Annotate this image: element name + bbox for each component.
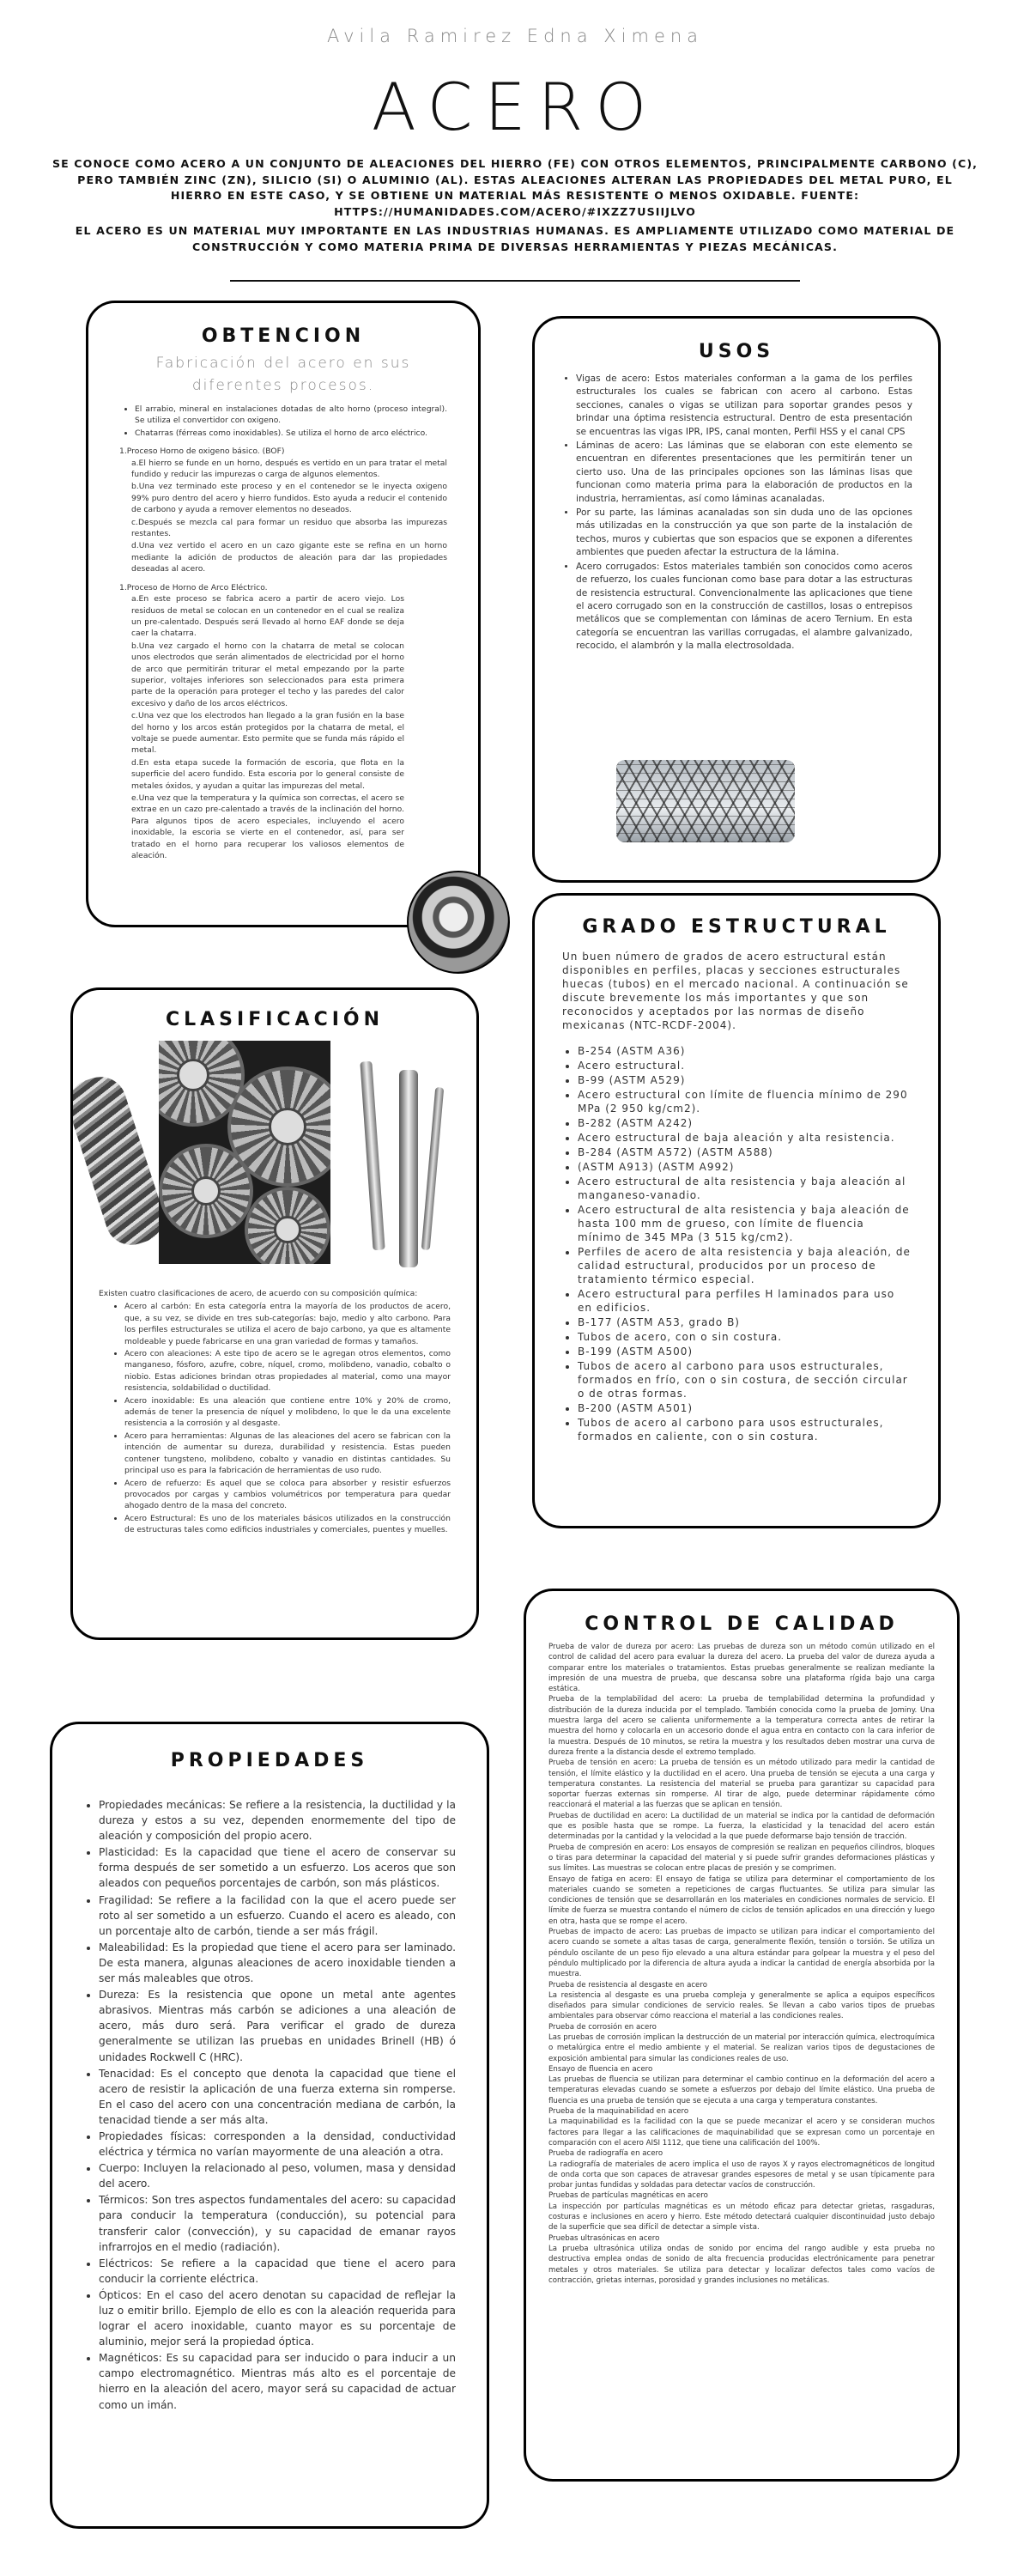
list-item: • Ópticos: En el caso del acero denotan su capacidad de reflejar la luz o emitir brillo. Ejemplo de ello es con la aleación requerida para lograr el acero inoxidable, cuanto mayor es su porcentaje de aluminio, mejor será la propiedad óptica. <box>99 2287 456 2349</box>
clasificacion-title: CLASIFICACIÓN <box>165 1009 385 1030</box>
list-item: • B-282 (ASTM A242) <box>578 1116 911 1130</box>
obtencion-card <box>86 301 481 927</box>
list-item: e.Una vez que la temperatura y la química son correctas, el acero se extrae en un cazo pre-calentado a través de la inclinación del horno. Para algunos tipos de acero especiales, incluyendo el acero inoxidable, la escoria se vierte en el contenedor, así, para ser tratado en el horno para recuperar los valiosos elementos de aleación. <box>131 793 404 861</box>
list-item: • Acero estructural con límite de fluencia mínimo de 290 MPa (2 950 kg/cm2). <box>578 1088 911 1115</box>
list-item: • Tenacidad: Es el concepto que denota la capacidad que tiene el acero de resistir la aplicación de una fuerza externa sin romperse. En el caso del acero con una concentración mediana de carbón, la tenacidad tiende a ser más alta. <box>99 2066 456 2128</box>
usos-title: USOS <box>698 341 775 362</box>
grado-title: GRADO ESTRUCTURAL <box>582 916 891 938</box>
grado-intro: Un buen número de grados de acero estructural están disponibles en perfiles, placas y secciones estructurales huecas (tubos) en el mercado nacional. A continuación se discute brevemente los más importantes y que son reconocidos y aceptados por las normas de diseño mexicanas (NTC-RCDF-2004). <box>562 951 909 1031</box>
list-item: b.Una vez terminado este proceso y en el contenedor se le inyecta oxigeno 99% puro dentro del acero y hierro fundidos. Esto ayuda a reducir el contenido de carbono y ayuda a remover elementos no deseados. <box>131 482 447 515</box>
header-divider <box>230 280 800 282</box>
control-paragraph: Prueba de la templabilidad del acero: La prueba de templabilidad determina la profundidad y distribución de la dureza inducida por el templado. También conocida como la prueba de Jominy. Una muestra larga del acero se calienta uniformemente a la temperatura correcta antes de retirar la muestra del horno y colocarla en un accesorio donde el agua entra en contacto con la cara inferior de la muestra. Después de 10 minutos, se retira la muestra y los resultados deben mostrar una curva de dureza frente a la distancia desde el extremo templado. <box>548 1695 935 1757</box>
list-item: • B-177 (ASTM A53, grado B) <box>578 1315 911 1329</box>
list-item: • Acero estructural para perfiles H laminados para uso en edificios. <box>578 1287 911 1315</box>
author-name: Avila Ramirez Edna Ximena <box>326 26 704 46</box>
control-paragraph: La prueba ultrasónica utiliza ondas de sonido por encima del rango audible y esta prueba no destructiva emplea ondas de sonido de alta frecuencia producidas electrónicamente para penetrar metales y otros materiales. Se utiliza para detectar y localizar defectos tales como vacíos de contracción, grietas internas, porosidad y grandes inclusiones no metálicas. <box>548 2244 935 2285</box>
list-item: b.Una vez cargado el horno con la chatarra de metal se colocan unos electrodos que serán alimentados de electricidad por el horno de arco que permitirán triturar el metal empezando por la parte superior, voltajes inferiores son seleccionados para esta primera parte de la operación para proteger el techo y las paredes del calor excesivo y daño de los arcos eléctricos. <box>131 641 404 708</box>
control-paragraph: La resistencia al desgaste es una prueba compleja y generalmente se aplica a equipos específicos diseñados para simular condiciones de servicio reales. Se llevan a cabo varios tipos de pruebas ambientales para observar cómo reacciona el material a las condiciones reales. <box>548 1990 935 2021</box>
control-paragraph: La radiografía de materiales de acero implica el uso de rayos X y rayos electromagnéticos de longitud de onda corta que son capaces de atravesar grandes espesores de metal y se usan típicamente para probar juntas fundidas y soldadas para detectar vacíos de construcción. <box>548 2160 935 2190</box>
steel-roof-photo <box>616 760 795 842</box>
control-paragraphs <box>548 1642 935 2286</box>
clasificacion-photos <box>99 1041 451 1273</box>
propiedades-list <box>83 1797 456 2413</box>
page-title: ACERO <box>371 69 659 145</box>
list-item: • Acero para herramientas: Algunas de las aleaciones del acero se fabrican con la intención de aumentar su dureza, durabilidad y resistencia. Estas pueden contener tungsteno, molibdeno, cobalto y vanadio en distintas cantidades. Su principal uso es para la fabricación de herramientas de uso rudo. <box>124 1431 451 1477</box>
list-item: • Dureza: Es la resistencia que opone un metal ante agentes abrasivos. Mientras más carbón se adiciones a una aleación de acero, más duro será. Para verificar el grado de dureza generalmente se utilizan las pruebas en unidades Brinell (HB) ó unidades Rockwell C (HRC). <box>99 1987 456 2064</box>
list-item: • Acero estructural de baja aleación y alta resistencia. <box>578 1131 911 1145</box>
list-item: • Tubos de acero, con o sin costura. <box>578 1330 911 1344</box>
intro-paragraph-2: EL ACERO ES UN MATERIAL MUY IMPORTANTE EN LAS INDUSTRIAS HUMANAS. ES AMPLIAMENTE UTILIZADO COMO MATERIAL DE CONSTRUCCIÓN Y COMO MATERIA PRIMA DE DIVERSAS HERRAMIENTAS Y PIEZAS MECÁNICAS. <box>75 224 955 253</box>
list-item: a.El hierro se funde en un horno, después es vertido en un para tratar el metal fundido y reducir las impurezas o carga de algunos elementos. <box>131 458 447 480</box>
list-item: • Acero estructural de alta resistencia y baja aleación al manganeso-vanadio. <box>578 1175 911 1202</box>
list-item: • Acero corrugados: Estos materiales también son conocidos como aceros de refuerzo, los cuales funcionan como base para dotar a las estructuras de resistencia estructural. Convencionalmente las aplicaciones que tiene el acero corrugado son en la construcción de castillos, losas o entrepisos metálicos que se complementan con láminas de acero Ternium. En esta categoría se encuentran las varillas corrugadas, el alambre galvanizado, recocido, el alambrón y la malla electrosoldada. <box>576 561 912 653</box>
control-paragraph: Pruebas ultrasónicas en acero <box>548 2233 660 2243</box>
list-item: • Propiedades mecánicas: Se refiere a la resistencia, la ductilidad y la dureza y estos a su vez, dependen enormemente del tipo de aleación y composición del propio acero. <box>99 1797 456 1844</box>
grado-list <box>562 1044 911 1443</box>
clasificacion-list <box>99 1301 451 1535</box>
propiedades-card <box>50 1722 489 2529</box>
control-paragraph: Pruebas de ductilidad en acero: La ductilidad de un material se indica por la cantidad de deformación que es posible hasta que se rompe. La fuerza, la elasticidad y la tenacidad del acero están determinadas por la cantidad y la velocidad a la que puede deformarse bajo tensión de tracción. <box>548 1811 935 1842</box>
gears-photo <box>159 1041 330 1264</box>
list-item: d.Una vez vertido el acero en un cazo gigante este se refina en un horno mediante la adición de productos de aleación para dar las propiedades deseadas al acero. <box>131 541 447 574</box>
control-title: CONTROL DE CALIDAD <box>585 1613 899 1635</box>
control-paragraph: Prueba de resistencia al desgaste en acero <box>548 1980 707 1990</box>
list-item: • Maleabilidad: Es la propiedad que tiene el acero para ser laminado. De esta manera, algunas aleaciones de acero inoxidable tienden a ser más maleables que otros. <box>99 1940 456 1986</box>
list-item: • B-199 (ASTM A500) <box>578 1345 911 1358</box>
list-item: • (ASTM A913) (ASTM A992) <box>578 1160 911 1174</box>
control-calidad-card <box>524 1589 960 2482</box>
list-item: • Plasticidad: Es la capacidad que tiene el acero de conservar su forma después de ser sometido a un esfuerzo. Los aceros que son aleados con pequeños porcentajes de carbón, son más plásticos. <box>99 1844 456 1891</box>
obtencion-title: OBTENCION <box>201 325 366 347</box>
list-item: c.Después se mezcla cal para formar un residuo que absorba las impurezas restantes. <box>131 517 447 539</box>
list-item: • Eléctricos: Se refiere a la capacidad que tiene el acero para conducir la corriente eléctrica. <box>99 2256 456 2287</box>
control-paragraph: Prueba de compresión en acero: Los ensayos de compresión se realizan en pequeños cilindros, bloques o tiras para determinar la capacidad del material y si puede sufrir grandes deformaciones plásticas y sus límites. Las muestras se colocan entre placas de presión y se comprimen. <box>548 1843 935 1874</box>
grado-estructural-card <box>532 893 941 1528</box>
list-item: • Acero de refuerzo: Es aquel que se coloca para absorber y resistir esfuerzos provocados por cargas y cambios volumétricos por temperatura para quedar ahogado dentro de la masa del concreto. <box>124 1478 451 1512</box>
control-paragraph: Las pruebas de fluencia se utilizan para determinar el cambio continuo en la deformación del acero a temperaturas elevadas cuando se somete a esfuerzos por debajo del límite elástico. Una prueba de fluencia es una prueba de tensión que se ejecuta a una carga y temperatura constantes. <box>548 2075 935 2105</box>
list-item: • Acero al carbón: En esta categoría entra la mayoría de los productos de acero, que, a su vez, se divide en tres sub-categorías: bajo, medio y alto carbono. Para los perfiles estructurales se utiliza el acero de bajo carbono, ya que es altamente moldeable y puede fabricarse en una gran variedad de formas y tamaños. <box>124 1301 451 1347</box>
list-item: d.En esta etapa sucede la formación de escoria, que flota en la superficie del acero fundido. Esta escoria por lo general consiste de metales óxidos, y ayudan a quitar las impurezas del metal. <box>131 757 404 791</box>
list-item: • Acero estructural. <box>578 1059 911 1072</box>
control-paragraph: Prueba de radiografía en acero <box>548 2149 663 2159</box>
control-paragraph: Ensayo de fluencia en acero <box>548 2064 653 2074</box>
list-item: • Chatarras (férreas como inoxidables). Se utiliza el horno de arco eléctrico. <box>135 428 447 439</box>
control-paragraph: Las pruebas de corrosión implican la destrucción de un material por interacción química, electroquímica o metalúrgica entre el medio ambiente y el material. Se realizan varios tipos de degustaciones de exposición ambiental para simular las condiciones reales de uso. <box>548 2032 935 2063</box>
list-item: • B-200 (ASTM A501) <box>578 1401 911 1415</box>
control-paragraph: Pruebas de impacto de acero: Las pruebas de impacto se utilizan para indicar el comportamiento del acero cuando se somete a altas tasas de carga, generalmente flexión, tensión o torsión. Se utiliza un péndulo oscilante de un peso fijo elevado a una altura estándar para golpear la muestra y el peso del péndulo multiplicado por la diferencia de altura ayuda a indicar la cantidad de energía absorbida por la muestra. <box>548 1928 935 1979</box>
steel-profile-photo <box>407 871 510 974</box>
list-item: • Cuerpo: Incluyen la relacionado al peso, volumen, masa y densidad del acero. <box>99 2160 456 2191</box>
list-item: • Propiedades físicas: corresponden a la densidad, conductividad eléctrica y térmica no varían mayormente de una aleación a otra. <box>99 2129 456 2160</box>
list-item: • Láminas de acero: Las láminas que se elaboran con este elemento se encuentran en diferentes presentaciones que les permitirán tener un cierto uso. Una de las principales opciones son las láminas lisas que funcionan como materia prima para la elaboración de productos en la industria, herramientas, así como láminas acanaladas. <box>576 440 912 506</box>
list-item: • B-99 (ASTM A529) <box>578 1073 911 1087</box>
list-item: • Térmicos: Son tres aspectos fundamentales del acero: su capacidad para conducir la temperatura (conducción), su potencial para transferir calor (convección), y su capacidad de emanar rayos infrarrojos en el medio (radiación). <box>99 2192 456 2254</box>
list-item: • B-284 (ASTM A572) (ASTM A588) <box>578 1145 911 1159</box>
list-item: • Perfiles de acero de alta resistencia y baja aleación, de calidad estructural, producidos por un proceso de tratamiento térmico especial. <box>578 1245 911 1286</box>
list-item: a.En este proceso se fabrica acero a partir de acero viejo. Los residuos de metal se colocan en un contenedor en el cual se realiza un pre-calentado. Después será llevado al horno EAF donde se deja caer la chatarra. <box>131 594 404 639</box>
clasificacion-intro: Existen cuatro clasificaciones de acero, de acuerdo con su composición química: <box>99 1289 418 1298</box>
list-item: • Tubos de acero al carbono para usos estructurales, formados en frío, con o sin costura, de sección circular o de otras formas. <box>578 1359 911 1400</box>
control-paragraph: La maquinabilidad es la facilidad con la que se puede mecanizar el acero y se consideran muchos factores para llegar a las calificaciones de maquinabilidad que se expresan como un porcentaje en comparación con el acero AISI 1112, que tiene una calificación del 100%. <box>548 2117 935 2148</box>
list-item: • Vigas de acero: Estos materiales conforman a la gama de los perfiles estructurales los cuales se fabrican con acero al carbono. Estas secciones, canales o vigas se utilizan para soportar grandes pesos y brindar una óptima resistencia estructural. Dentro de esta presentación se encuentras las vigas IPR, IPS, canal monten, Perfil HSS y el canal CPS <box>576 373 912 439</box>
eaf-steps <box>119 593 447 861</box>
list-item: • Acero con aleaciones: A este tipo de acero se le agregan otros elementos, como manganeso, fósforo, azufre, cobre, níquel, cromo, molibdeno, vanadio, cobalto o niobio. Estas adiciones brindan otras propiedades al material, como una mayor resistencia, soldabilidad o ductilidad. <box>124 1348 451 1394</box>
intro-paragraph-1: SE CONOCE COMO ACERO A UN CONJUNTO DE ALEACIONES DEL HIERRO (FE) CON OTROS ELEMENTOS, PRINCIPALMENTE CARBONO (C), PERO TAMBIÉN ZINC (ZN), SILICIO (SI) O ALUMINIO (AL). ESTAS ALEACIONES ALTERAN LAS PROPIEDADES DEL METAL PURO, EL HIERRO EN ESTE CASO, Y SE OBTIENE UN MATERIAL MÁS RESISTENTE O MENOS OXIDABLE. FUENTE: HTTPS://HUMANIDADES.COM/ACERO/#IXZZ7USIIJLVO <box>52 157 978 218</box>
control-paragraph: Prueba de tensión en acero: La prueba de tensión es un método utilizado para medir la cantidad de tensión, el límite elástico y la ductilidad en el acero. Una prueba de tensión se ejecuta a una carga y temperatura constantes. La resistencia del material se prueba para garantizar su capacidad para soportar fuerzas externas sin romperse. Al tirar de algo, puede determinar rápidamente cómo reaccionará el material a las fuerzas que se aplican en tensión. <box>548 1759 935 1810</box>
control-paragraph: Prueba de valor de dureza por acero: Las pruebas de dureza son un método común utilizado en el control de calidad del acero para evaluar la dureza del acero. La prueba del valor de dureza ayuda a comparar entre los materiales o tratamientos. Estas pruebas generalmente se realizan mediante la impresión de una muestra de prueba, que descansa sobre una plataforma rígida bajo una carga estática. <box>548 1643 935 1694</box>
control-paragraph: La inspección por partículas magnéticas es un método eficaz para detectar grietas, rasgaduras, costuras e inclusiones en acero y hierro. Este método detectará cualquier discontinuidad justo debajo de la superficie que sea difícil de detectar a simple vista. <box>548 2202 935 2233</box>
list-item: • El arrabio, mineral en instalaciones dotadas de alto horno (proceso integral). Se utiliza el convertidor con oxigeno. <box>135 404 447 427</box>
list-item: • Acero Estructural: Es uno de los materiales básicos utilizados en la construcción de estructuras tales como edificios industriales y comerciales, puentes y muelles. <box>124 1513 451 1536</box>
control-paragraph: Prueba de corrosión en acero <box>548 2022 657 2032</box>
list-item: • Tubos de acero al carbono para usos estructurales, formados en caliente, con o sin costura. <box>578 1416 911 1443</box>
propiedades-title: PROPIEDADES <box>170 1750 369 1771</box>
list-item: • Por su parte, las láminas acanaladas son sin duda uno de las opciones más utilizadas en la construcción ya que son parte de la instalación de techos, muros y cubiertas que son espacios que se exponen a diferentes ambientes que pueden afectar la estructura de la lámina. <box>576 507 912 560</box>
obtencion-bullets <box>119 404 447 439</box>
clasificacion-card <box>70 987 479 1640</box>
list-item: • B-254 (ASTM A36) <box>578 1044 911 1058</box>
control-paragraph: Ensayo de fatiga en acero: El ensayo de fatiga se utiliza para determinar el comportamiento de los materiales cuando se someten a repeticiones de cargas fluctuantes. Se utiliza para simular las condiciones de tensión que se desarrollarán en los materiales en condiciones normales de servicio. El límite de fuerza se muestra contando el número de ciclos de tensión aplicados en una dirección y luego en otra, hasta que se rompe el acero. <box>548 1874 935 1926</box>
control-paragraph: Prueba de la maquinabilidad en acero <box>548 2107 689 2117</box>
list-item: c.Una vez que los electrodos han llegado a la gran fusión en la base del horno y los arcos están protegidos por la chatarra de metal, el voltaje se puede aumentar. Esto permite que se funda más rápido el metal. <box>131 711 404 756</box>
usos-list <box>560 373 912 653</box>
steel-shafts-photo <box>349 1061 452 1267</box>
bof-steps <box>119 458 447 575</box>
bof-title: 1.Proceso Horno de oxigeno básico. (BOF) <box>119 447 285 457</box>
list-item: • Fragilidad: Se refiere a la facilidad con la que el acero puede ser roto al ser sometido a un esfuerzo. Cuando el acero es aleado, con un porcentaje alto de carbón, tiende a ser más frágil. <box>99 1893 456 1939</box>
eaf-title: 1.Proceso de Horno de Arco Eléctrico. <box>119 582 268 592</box>
list-item: • Acero inoxidable: Es una aleación que contiene entre 10% y 20% de cromo, además de tener la presencia de níquel y molibdeno, lo que le da una excelente resistencia a la corrosión y al desgaste. <box>124 1395 451 1430</box>
obtencion-subtitle: Fabricación del acero en sus diferentes procesos. <box>155 355 411 394</box>
spring-photo <box>70 1070 170 1251</box>
control-paragraph: Pruebas de partículas magnéticas en acero <box>548 2191 708 2201</box>
list-item: • Acero estructural de alta resistencia y baja aleación de hasta 100 mm de grueso, con límite de fluencia mínimo de 345 MPa (3 515 kg/cm2). <box>578 1203 911 1244</box>
intro-text <box>52 156 978 255</box>
list-item: • Magnéticos: Es su capacidad para ser inducido o para inducir a un campo electromagnético. Mientras más alto es el porcentaje de hierro en la aleación del acero, mayor será su capacidad de actuar como un imán. <box>99 2350 456 2412</box>
